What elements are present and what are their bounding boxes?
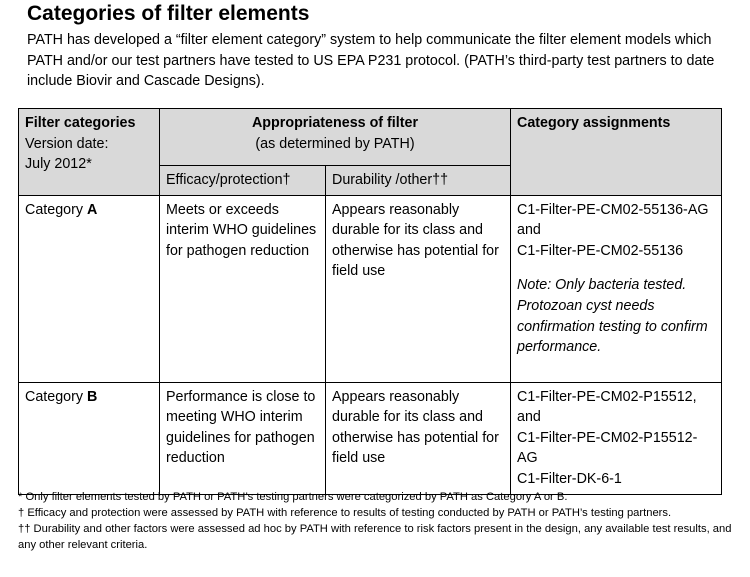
assignment-note: Note: Only bacteria tested. Protozoan cyst needs confirmation testing to confirm performance. (517, 277, 708, 356)
category-label-prefix: Category (25, 201, 87, 218)
row-category-a-efficacy: Meets or exceeds interim WHO guidelines for pathogen reduction (160, 195, 326, 382)
subheader-durability: Durability /other†† (326, 166, 511, 196)
row-category-a-durability: Appears reasonably durable for its class and otherwise has potential for field use (326, 195, 511, 382)
table-header-row (19, 109, 722, 166)
assignment-line: C1-Filter-DK-6-1 (517, 470, 622, 487)
assignment-line: C1-Filter-PE-CM02-55136-AG and (517, 201, 709, 239)
intro-paragraph: PATH has developed a “filter element category” system to help communicate the filter element models which PATH and/or our test partners have tested to US EPA P231 protocol. (PATH’s third-party test partners to date include Biovir and Cascade Designs). (27, 32, 715, 89)
header-filter-categories-title: Filter categories (25, 115, 136, 131)
header-version-label: Version date: (25, 135, 109, 152)
table-row (19, 195, 722, 382)
filter-categories-table (18, 108, 722, 495)
header-appropriateness-title: Appropriateness of filter (251, 115, 419, 131)
header-filter-categories (19, 109, 160, 196)
page-title: Categories of filter elements (27, 2, 310, 25)
row-category-b-label (19, 382, 160, 494)
row-category-a-label (19, 195, 160, 382)
subheader-efficacy: Efficacy/protection† (160, 166, 326, 196)
header-category-assignments (511, 109, 722, 196)
footnote-double-dagger: †† Durability and other factors were assessed ad hoc by PATH with reference to risk factors present in the design, any available test results, and any other relevant criteria. (18, 523, 732, 551)
footnote-asterisk: * Only filter elements tested by PATH or PATH’s testing partners were categorized by PATH as Category A or B. (18, 491, 568, 503)
category-label-prefix: Category (25, 388, 87, 405)
footnote-dagger: † Efficacy and protection were assessed by PATH with reference to results of testing conducted by PATH or PATH’s testing partners. (18, 507, 672, 519)
assignment-line: C1-Filter-PE-CM02-P15512-AG (517, 429, 698, 467)
category-label-letter: B (86, 388, 98, 405)
category-label-letter: A (86, 201, 98, 218)
row-category-b-efficacy: Performance is close to meeting WHO interim guidelines for pathogen reduction (160, 382, 326, 494)
header-appropriateness (160, 109, 511, 166)
row-category-b-durability: Appears reasonably durable for its class and otherwise has potential for field use (326, 382, 511, 494)
header-version-date: July 2012* (25, 156, 92, 173)
header-category-assignments-title: Category assignments (517, 115, 671, 131)
table-row (19, 382, 722, 494)
assignment-line: C1-Filter-PE-CM02-P15512, and (517, 388, 697, 426)
row-category-b-assignments (511, 382, 722, 494)
footnotes (18, 489, 748, 553)
row-category-a-assignments (511, 195, 722, 382)
assignment-line: C1-Filter-PE-CM02-55136 (517, 242, 684, 259)
header-appropriateness-sub: (as determined by PATH) (255, 135, 415, 152)
